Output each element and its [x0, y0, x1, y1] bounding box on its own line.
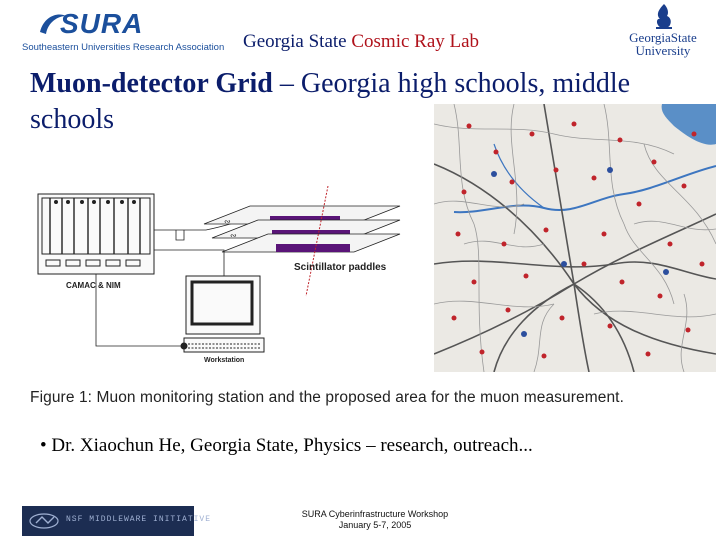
bullet-text: • Dr. Xiaochun He, Georgia State, Physics – research, outreach... [40, 435, 533, 456]
scintillator-paddles [204, 206, 400, 252]
slide-title-rest: – Georgia high schools, middle schools [30, 68, 631, 135]
muon-station-drawing [36, 186, 408, 368]
lab-title [243, 31, 479, 53]
sura-logo-text: SURA [60, 8, 144, 39]
road-map-graphic [434, 104, 716, 372]
lab-title-part1: Georgia State [243, 31, 352, 52]
footer-line2: January 5-7, 2005 [338, 520, 412, 530]
georgia-map [434, 104, 716, 372]
workstation [181, 276, 264, 352]
sura-logo [22, 6, 227, 56]
muon-station-diagram [36, 186, 408, 368]
pmt-glyph-2: ∾ [230, 231, 237, 240]
nmi-text: NSF MIDDLEWARE INITIATIVE [66, 515, 212, 524]
figure-caption: Figure 1: Muon monitoring station and the proposed area for the muon measurement. [30, 389, 624, 406]
nmi-swirl-icon [28, 511, 60, 531]
gsu-name-line2: University [635, 43, 691, 58]
camac-crate [38, 194, 154, 274]
workstation-label: Workstation [204, 357, 245, 364]
gsu-logo [618, 3, 708, 65]
footer-line1: SURA Cyberinfrastructure Workshop [301, 509, 449, 519]
sura-subtitle: Southeastern Universities Research Association [22, 42, 225, 53]
gsu-name [618, 31, 708, 57]
scintillator-label: Scintillator paddles [294, 262, 387, 273]
slide-title-bold: Muon-detector Grid [30, 68, 273, 99]
gsu-name-line1: GeorgiaState [629, 30, 697, 45]
pmt-glyph-1: ∾ [224, 217, 231, 226]
camac-label: CAMAC & NIM [66, 281, 121, 290]
nmi-logo [22, 506, 212, 536]
lab-title-part2: Cosmic Ray Lab [351, 31, 480, 52]
flame-icon [652, 3, 676, 31]
footer [270, 509, 480, 531]
